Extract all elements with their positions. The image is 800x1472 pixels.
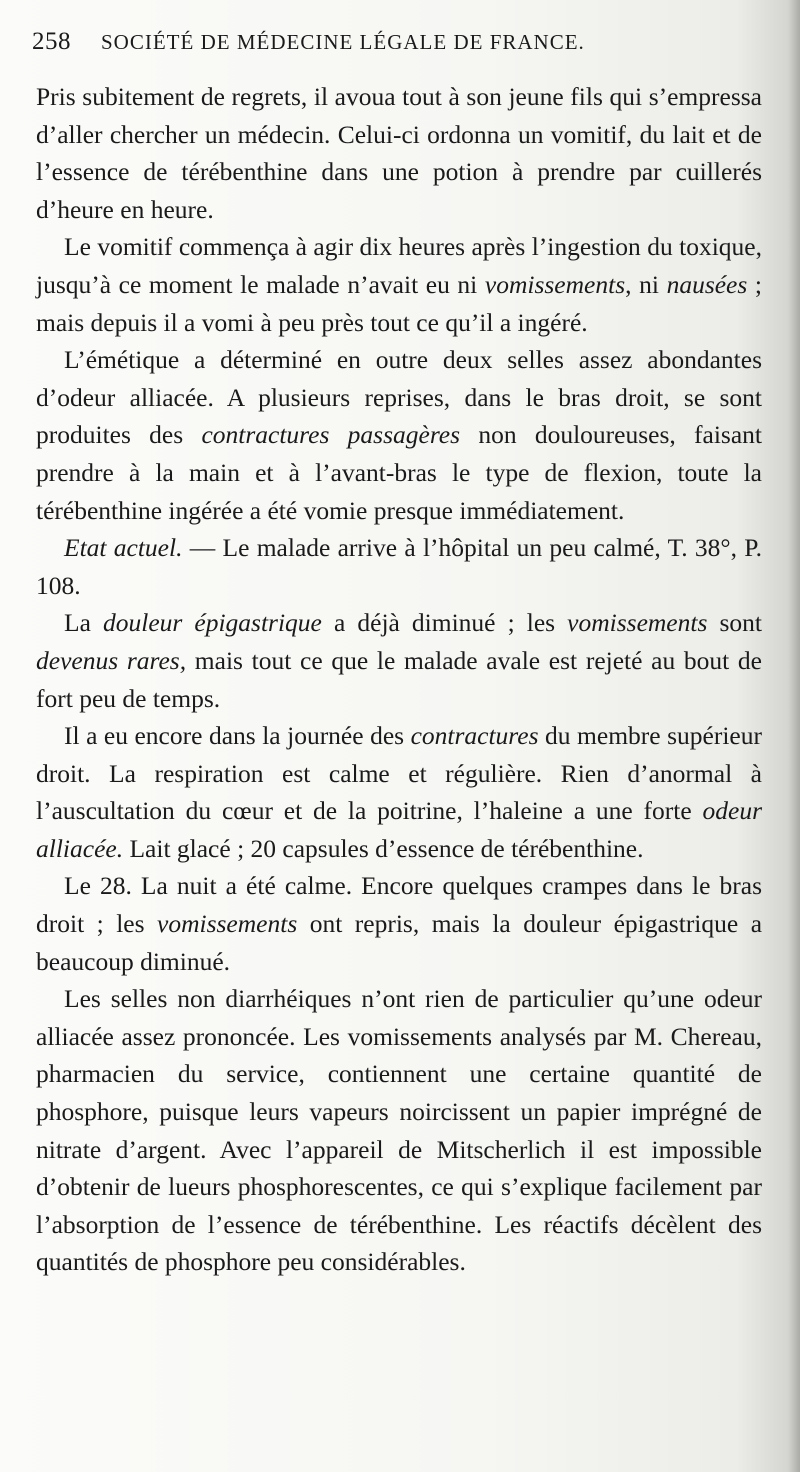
text-run: Lait glacé ; 20 capsules d’essence de térébenthine. <box>123 833 644 863</box>
paragraph <box>36 717 762 867</box>
text-run: Pris subitement de regrets, il avoua tout à son jeune fils qui s’empressa d’aller chercher un médecin. Celui-ci ordonna un vomitif, du lait et de l’essence de térébenthine dans une potion à prendre par cuillerés d’heure en heure. <box>36 82 762 224</box>
text-run: La <box>64 608 103 638</box>
italic-run: odeur alliacée. <box>36 796 762 863</box>
italic-run: Etat actuel. <box>64 533 183 563</box>
italic-run: douleur épigastrique <box>102 608 322 638</box>
italic-run: contractures passagères <box>201 420 461 450</box>
text-run: du membre supérieur droit. La respiration est calme et régulière. Rien d’anormal à l’auscultation du cœur et de la poitrine, l’haleine a une forte <box>36 721 762 826</box>
paragraph <box>36 78 762 228</box>
paragraph <box>36 604 762 717</box>
body-text <box>36 78 762 1281</box>
text-run: Le vomitif commença à agir dix heures après l’ingestion du toxique, jusqu’à ce moment le malade n’avait eu ni <box>36 232 762 299</box>
text-run: non douloureuses, faisant prendre à la main et à l’avant-bras le type de flexion, toute la térébenthine ingérée a été vomie presque immédiatement. <box>36 420 762 525</box>
italic-run: vomissements <box>567 608 708 638</box>
paragraph <box>36 228 762 341</box>
text-run: L’émétique a déterminé en outre deux selles assez abondantes d’odeur alliacée. A plusieurs reprises, dans le bras droit, se sont produites des <box>36 345 762 450</box>
text-run: — Le malade arrive à l’hôpital un peu calmé, T. 38°, P. 108. <box>36 533 762 600</box>
text-run: mais tout ce que le malade avale est rejeté au bout de fort peu de temps. <box>36 645 763 713</box>
running-header <box>32 28 772 68</box>
text-run: Il a eu encore dans la journée des <box>64 721 411 751</box>
italic-run: vomissements <box>157 909 298 939</box>
italic-run: nausées <box>666 269 748 299</box>
paragraph <box>36 341 762 529</box>
paragraph <box>36 867 762 980</box>
italic-run: contractures <box>410 721 539 751</box>
page-number: 258 <box>32 28 71 55</box>
text-run: Les selles non diarrhéiques n’ont rien de particulier qu’une odeur alliacée assez prononcée. Les vomissements analysés par M. Chereau, pharmacien du service, contiennent une certaine quantité de phosphore, puisque leurs vapeurs noircissent un papier imprégné de nitrate d’argent. Avec l’appareil de Mitscherlich il est impossible d’obtenir de lueurs phosphorescentes, ce qui s’explique facilement par l’absorption de l’essence de térébenthine. Les réactifs décèlent des quantités de phosphore peu considérables. <box>36 984 762 1277</box>
paragraph <box>36 529 762 604</box>
text-run: , ni <box>625 269 667 299</box>
text-run: Le 28. La nuit a été calme. Encore quelques crampes dans le bras droit ; les <box>36 871 762 939</box>
text-run: ont repris, mais la douleur épigastrique a beaucoup diminué. <box>36 909 763 976</box>
italic-run: devenus rares, <box>36 645 187 675</box>
text-run: sont <box>707 608 762 638</box>
italic-run: vomissements <box>484 269 626 299</box>
running-title: SOCIÉTÉ DE MÉDECINE LÉGALE DE FRANCE. <box>101 30 585 54</box>
text-run: a déjà diminué ; les <box>321 608 568 638</box>
paragraph <box>36 980 762 1281</box>
text-run: ; mais depuis il a vomi à peu près tout ce qu’il a ingéré. <box>36 269 762 337</box>
page-edge-shadow <box>788 0 800 1472</box>
